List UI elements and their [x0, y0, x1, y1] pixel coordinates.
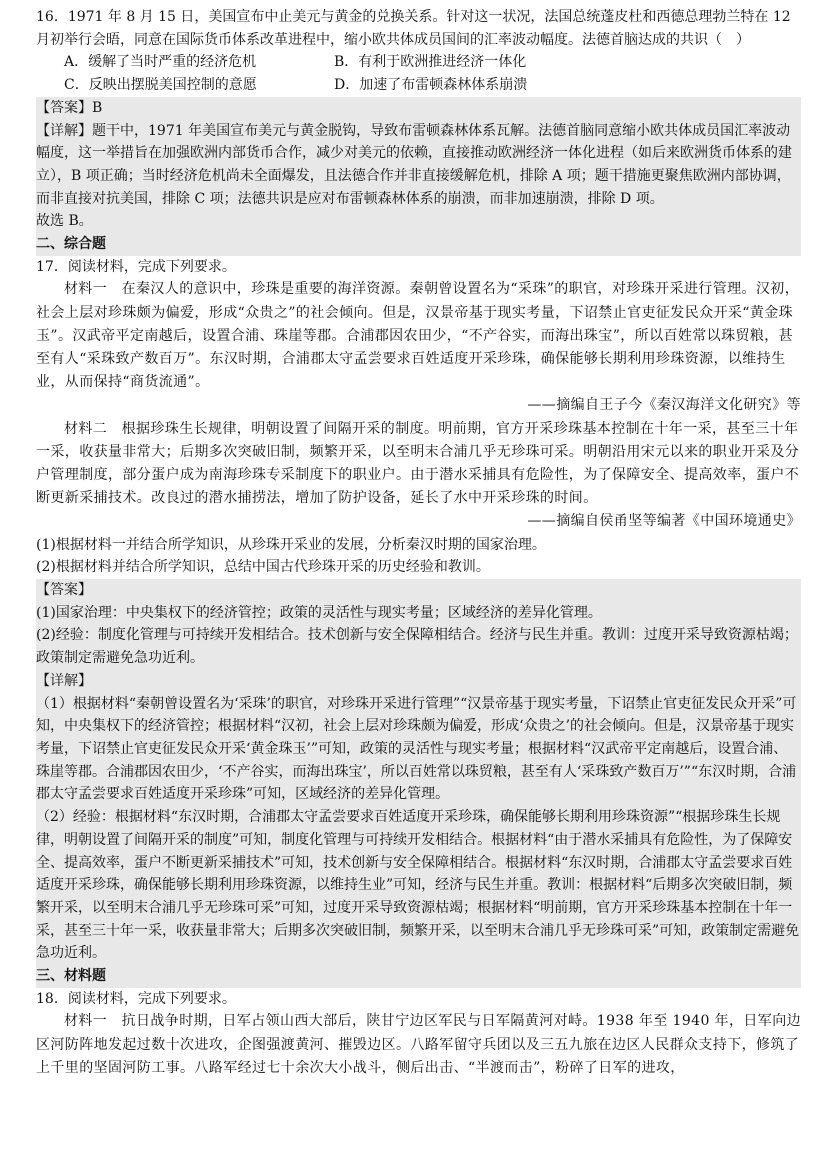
requirement-1: (1)根据材料一并结合所学知识，从珍珠开采业的发展，分析秦汉时期的国家治理。	[36, 536, 546, 553]
option-b: B．有利于欧洲推进经济一体化	[334, 54, 527, 71]
question-16	[36, 6, 801, 233]
source-citation: ——摘编自王子今《秦汉海洋文化研究》等	[527, 397, 801, 414]
material-one: 材料一 抗日战争时期，日军占领山西大部后，陕甘宁边区军民与日军隔黄河对峙。1938 年至 1940 年，日军向边区河防阵地发起过数十次进攻，企图强渡黄河、摧毁边区。八路军留守兵团以及三五九旅在边区人民群众支持下，修筑了上千里的坚固河防工事。八路军经过七十余次大小战斗，侧后出击、“半渡而击”，粉碎了日军的进攻，	[36, 1013, 802, 1076]
material-one: 材料一 在秦汉人的意识中，珍珠是重要的海洋资源。秦朝曾设置名为“采珠”的职官，对珍珠开采进行管理。汉初，社会上层对珍珠颇为偏爱，形成“众贵之”的社会倾向。但是，汉景帝基于现实考量，下诏禁止官吏征发民众开采“黄金珠玉”。汉武帝平定南越后，设置合浦、珠崖等郡。合浦郡因农田少，“不产谷实，而海出珠宝”，所以百姓常以珠贸粮，甚至有人“采珠致产数百万”。东汉时期，合浦郡太守孟尝要求百姓适度开采珍珠，确保能够长期利用珍珠资源，以维持生业，从而保持“商货流通”。	[36, 281, 800, 391]
conclusion-text: 故选 B。	[36, 213, 93, 230]
option-d: D．加速了布雷顿森林体系崩溃	[334, 77, 528, 94]
question-18	[36, 988, 801, 1080]
answer-label: 【答案】B	[36, 99, 103, 116]
section-heading: 三、材料题	[36, 965, 801, 988]
question-stem: 18．阅读材料，完成下列要求。	[36, 990, 236, 1007]
question-17	[36, 256, 801, 965]
options-row	[36, 74, 801, 97]
detail-1: （1）根据材料“秦朝曾设置名为‘采珠’的职官，对珍珠开采进行管理”“汉景帝基于现实考量，下诏禁止官吏征发民众开采”可知，中央集权下的经济管控；根据材料“汉初，社会上层对珍珠颇为偏爱，形成‘众贵之’的社会倾向。但是，汉景帝基于现实考量，下诏禁止官吏征发民众开采‘黄金珠玉’”可知，政策的灵活性与现实考量；根据材料“汉武帝平定南越后，设置合浦、珠崖等郡。合浦郡因农田少，‘不产谷实，而海出珠宝’，所以百姓常以珠贸粮，甚至有人‘采珠致产数百万’”“东汉时期，合浦郡太守孟尝要求百姓适度开采珍珠”可知，区域经济的差异化管理。	[36, 695, 797, 803]
requirement-2: (2)根据材料并结合所学知识，总结中国古代珍珠开采的历史经验和教训。	[36, 559, 490, 576]
question-stem: 17．阅读材料，完成下列要求。	[36, 258, 236, 275]
option-a: A．缓解了当时严重的经济危机	[64, 54, 257, 71]
detail-2: （2）经验：根据材料“东汉时期，合浦郡太守孟尝要求百姓适度开采珍珠，确保能够长期利用珍珠资源”“根据珍珠生长规律，明朝设置了间隔开采的制度”可知，制度化管理与可持续开发相结合。根据材料“由于潜水采捕具有危险性，为了保障安全、提高效率，蛋户不断更新采捕技术”可知，技术创新与安全保障相结合。根据材料“东汉时期，合浦郡太守孟尝要求百姓适度开采珍珠，确保能够长期利用珍珠资源，以维持生业”可知，经济与民生并重。教训：根据材料“后期多次突破旧制，频繁开采，以至明末合浦几乎无珍珠可采”可知，过度开采导致资源枯竭；根据材料“明前期，官方开采珍珠基本控制在十年一采，甚至三十年一采，收获量非常大；后期多次突破旧制，频繁开采，以至明末合浦几乎无珍珠可采”可知，政策制定需避免急功近利。	[36, 809, 800, 962]
question-stem: 16．1971 年 8 月 15 日，美国宣布中止美元与黄金的兑换关系。针对这一状况，法国总统蓬皮杜和西德总理勃兰特在 12 月初举行会晤，同意在国际货币体系改革进程中，缩小欧共体成员国间的汇率波动幅度。法德首脑达成的共识（ ）	[36, 9, 791, 48]
option-c: C．反映出摆脱美国控制的意愿	[64, 77, 257, 94]
answer-label: 【答案】	[36, 582, 92, 599]
section-heading: 二、综合题	[36, 233, 801, 256]
detail-text: 【详解】题干中，1971 年美国宣布美元与黄金脱钩，导致布雷顿森林体系瓦解。法德首脑同意缩小欧共体成员国汇率波动幅度，这一举措旨在加强欧洲内部货币合作，减少对美元的依赖，直接推动欧洲经济一体化进程（如后来欧洲货币体系的建立），B 项正确；当时经济危机尚未全面爆发，且法德合作并非直接缓解危机，排除 A 项；题干措施更聚焦欧洲内部协调，而非直接对抗美国，排除 C 项；法德共识是应对布雷顿森林体系的崩溃，而非加速崩溃，排除 D 项。	[36, 122, 792, 207]
options-row	[36, 51, 801, 74]
material-two: 材料二 根据珍珠生长规律，明朝设置了间隔开采的制度。明前期，官方开采珍珠基本控制在十年一采，甚至三十年一采，收获量非常大；后期多次突破旧制，频繁开采，以至明末合浦几乎无珍珠可采。明朝沿用宋元以来的职业开采及分户管理制度，部分蛋户成为南海珍珠专采制度下的职业户。由于潜水采捕具有危险性，为了保障安全、提高效率，蛋户不断更新采捕技术。改良过的潜水捕捞法，增加了防护设备，延长了水中开采珍珠的时间。	[36, 420, 800, 507]
source-citation: ——摘编自侯甬坚等编著《中国环境通史》	[527, 513, 801, 530]
answer-1: (1)国家治理：中央集权下的经济管控；政策的灵活性与现实考量；区域经济的差异化管理。	[36, 604, 602, 621]
answer-2: (2)经验：制度化管理与可持续开发相结合。技术创新与安全保障相结合。经济与民生并重。教训：过度开采导致资源枯竭；政策制定需避免急功近利。	[36, 627, 798, 667]
detail-label: 【详解】	[36, 672, 92, 689]
